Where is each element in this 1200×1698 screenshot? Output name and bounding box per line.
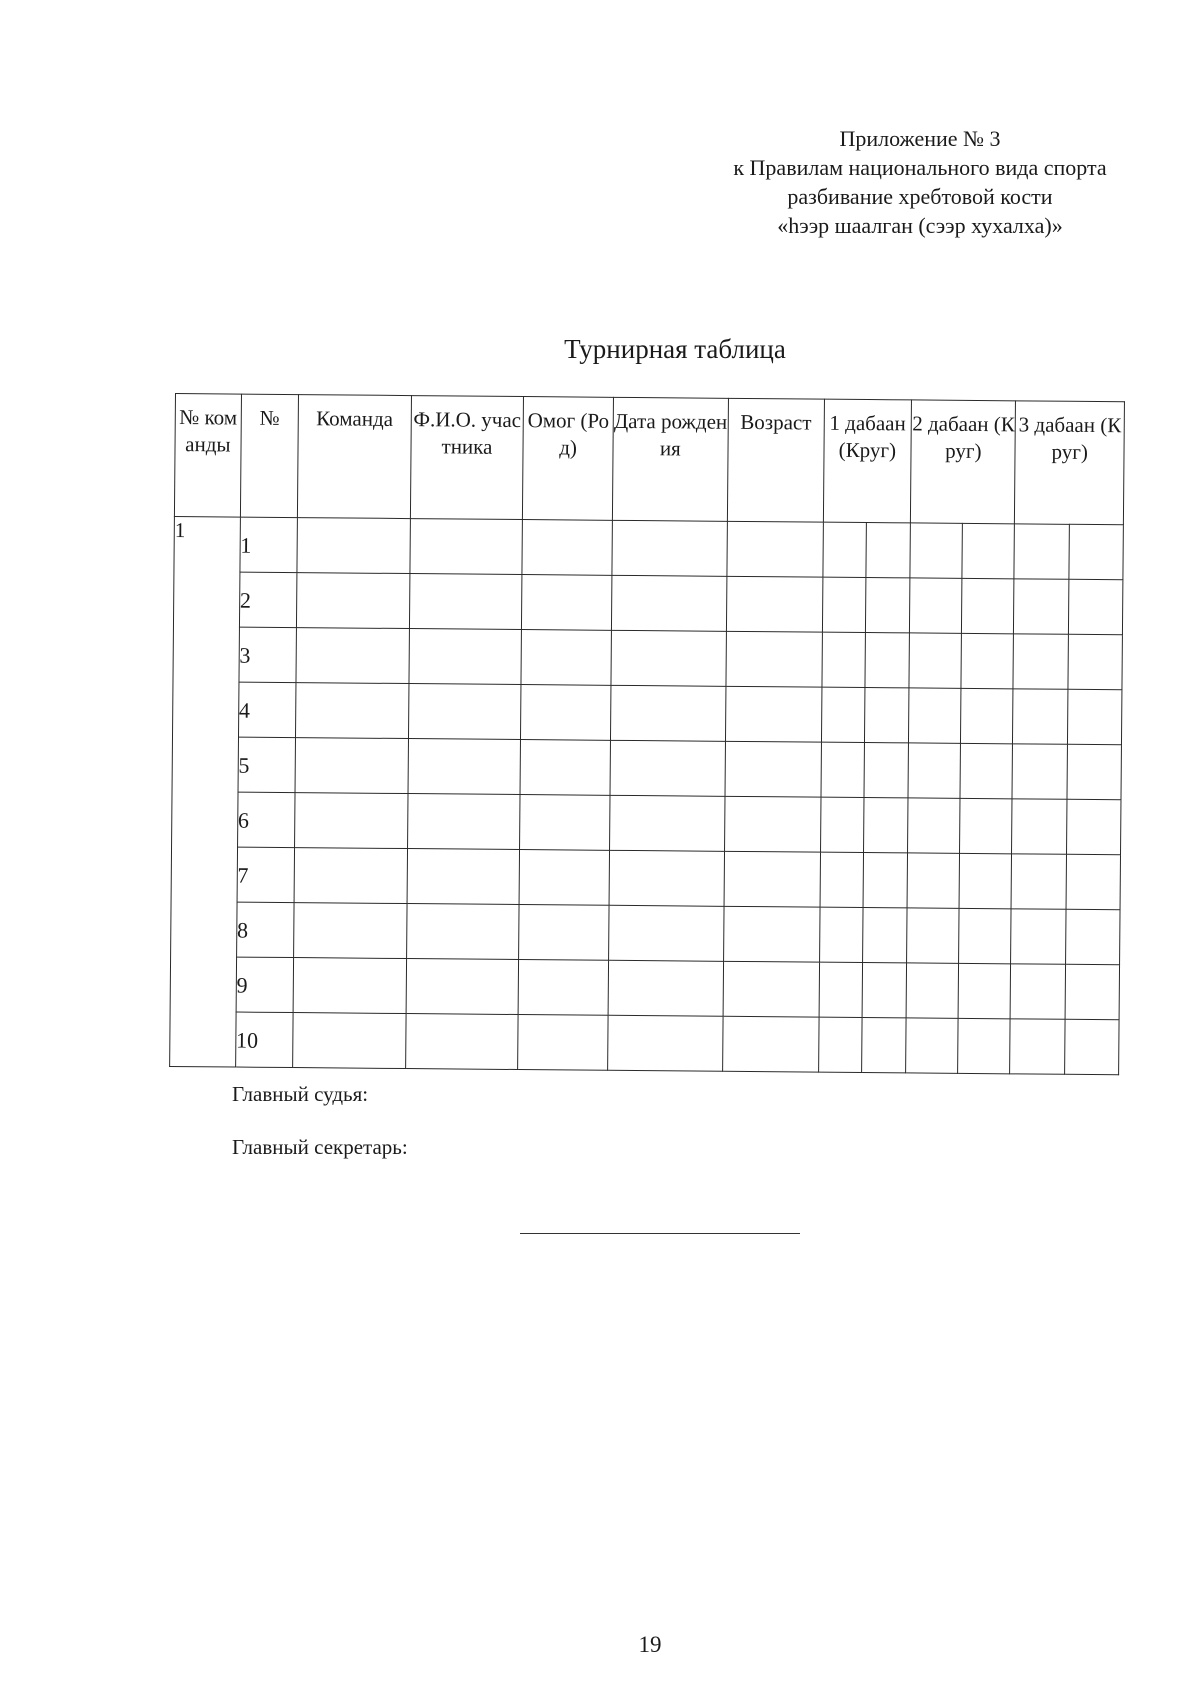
empty-cell <box>409 629 522 685</box>
empty-cell <box>521 630 611 686</box>
empty-cell <box>960 798 1013 853</box>
empty-cell <box>862 1018 906 1073</box>
empty-cell <box>865 688 909 743</box>
empty-cell <box>822 577 866 632</box>
empty-cell <box>1010 1019 1065 1074</box>
empty-cell <box>959 853 1012 908</box>
empty-cell <box>609 850 724 906</box>
empty-cell <box>820 797 864 852</box>
header-age: Возраст <box>727 398 824 522</box>
empty-cell <box>864 743 908 798</box>
empty-cell <box>820 852 864 907</box>
header-team: Команда <box>297 395 411 519</box>
empty-cell <box>405 1014 518 1070</box>
empty-cell <box>608 1015 723 1071</box>
empty-cell <box>611 630 726 686</box>
empty-cell <box>821 687 865 742</box>
table-row <box>173 681 1122 744</box>
empty-cell <box>295 793 408 849</box>
empty-cell <box>907 908 960 963</box>
empty-cell <box>862 963 906 1018</box>
empty-cell <box>1014 579 1069 634</box>
empty-cell <box>1069 524 1124 579</box>
empty-cell <box>863 853 907 908</box>
empty-cell <box>609 905 724 961</box>
empty-cell <box>866 578 910 633</box>
empty-cell <box>1012 744 1067 799</box>
empty-cell <box>724 796 820 852</box>
row-number-cell: 2 <box>239 572 297 627</box>
empty-cell <box>1011 909 1066 964</box>
empty-cell <box>962 578 1015 633</box>
chief-judge-label: Главный судья: <box>232 1082 369 1106</box>
empty-cell <box>727 521 823 577</box>
empty-cell <box>294 848 407 904</box>
empty-cell <box>406 959 519 1015</box>
empty-cell <box>519 850 609 906</box>
table-row <box>173 571 1122 634</box>
header-round-3: 3 дабаан (Круг) <box>1015 401 1125 525</box>
empty-cell <box>819 907 863 962</box>
table-row <box>170 1011 1119 1074</box>
empty-cell <box>611 575 726 631</box>
header-round-1: 1 дабаан (Круг) <box>823 399 912 523</box>
empty-cell <box>1011 854 1066 909</box>
empty-cell <box>723 961 819 1017</box>
empty-cell <box>958 1018 1011 1073</box>
empty-cell <box>823 522 867 577</box>
empty-cell <box>819 962 863 1017</box>
row-number-cell: 6 <box>237 792 295 847</box>
empty-cell <box>959 908 1012 963</box>
empty-cell <box>1067 744 1122 799</box>
empty-cell <box>865 633 909 688</box>
table-row <box>174 516 1123 579</box>
table-row <box>173 626 1122 689</box>
header-row <box>174 394 1124 525</box>
empty-cell <box>1067 689 1122 744</box>
empty-cell <box>610 740 725 796</box>
empty-cell <box>296 683 409 739</box>
empty-cell <box>1064 1019 1119 1074</box>
empty-cell <box>722 1016 818 1072</box>
row-number-cell: 4 <box>238 682 296 737</box>
empty-cell <box>909 688 962 743</box>
appendix-line-2: к Правилам национального вида спорта <box>733 155 1107 180</box>
empty-cell <box>1066 799 1121 854</box>
empty-cell <box>406 904 519 960</box>
empty-cell <box>1011 964 1066 1019</box>
empty-cell <box>725 686 821 742</box>
empty-cell <box>907 853 960 908</box>
table-title: Турнирная таблица <box>564 334 786 364</box>
header-num: № <box>240 394 298 517</box>
empty-cell <box>864 798 908 853</box>
empty-cell <box>518 960 608 1016</box>
page-number: 19 <box>638 1632 662 1657</box>
empty-cell <box>1065 964 1120 1019</box>
appendix-line-1: Приложение № 3 <box>839 126 1001 151</box>
row-number-cell: 5 <box>238 737 296 792</box>
empty-cell <box>726 631 822 687</box>
empty-cell <box>724 851 820 907</box>
empty-cell <box>818 1017 862 1072</box>
appendix-header <box>660 124 1180 240</box>
empty-cell <box>958 963 1011 1018</box>
empty-cell <box>910 578 963 633</box>
empty-cell <box>906 1018 959 1073</box>
header-fio: Ф.И.О. участника <box>410 396 524 520</box>
empty-cell <box>866 523 910 578</box>
chief-secretary-label: Главный секретарь: <box>232 1135 408 1159</box>
empty-cell <box>608 960 723 1016</box>
appendix-line-4: «hээр шаалган (сээр хухалха)» <box>777 213 1063 238</box>
table-row <box>171 846 1120 909</box>
row-number-cell: 1 <box>240 517 298 572</box>
empty-cell <box>1012 799 1067 854</box>
empty-cell <box>960 743 1013 798</box>
empty-cell <box>610 685 725 741</box>
empty-cell <box>522 575 612 631</box>
header-team-num: № команды <box>174 394 241 518</box>
empty-cell <box>409 574 522 630</box>
header-birth-date: Дата рождения <box>612 397 728 521</box>
row-number-cell: 8 <box>236 902 294 957</box>
team-number-cell: 1 <box>170 516 240 1067</box>
empty-cell <box>293 958 406 1014</box>
empty-cell <box>1013 634 1068 689</box>
empty-cell <box>962 523 1015 578</box>
table-row <box>171 901 1120 964</box>
empty-cell <box>961 633 1014 688</box>
horizontal-rule <box>520 1233 800 1234</box>
empty-cell <box>821 742 865 797</box>
empty-cell <box>408 739 521 795</box>
empty-cell <box>296 573 409 629</box>
empty-cell <box>518 1015 608 1071</box>
empty-cell <box>908 798 961 853</box>
empty-cell <box>726 576 822 632</box>
table-body <box>170 516 1124 1074</box>
row-number-cell: 3 <box>239 627 297 682</box>
empty-cell <box>408 684 521 740</box>
empty-cell <box>723 906 819 962</box>
empty-cell <box>1068 634 1123 689</box>
table-row <box>172 791 1121 854</box>
empty-cell <box>410 519 523 575</box>
empty-cell <box>407 794 520 850</box>
empty-cell <box>296 628 409 684</box>
row-number-cell: 7 <box>237 847 295 902</box>
empty-cell <box>521 685 611 741</box>
empty-cell <box>1066 854 1121 909</box>
empty-cell <box>1065 909 1120 964</box>
empty-cell <box>520 795 610 851</box>
empty-cell <box>609 795 724 851</box>
empty-cell <box>297 518 410 574</box>
header-round-2: 2 дабаан (Круг) <box>911 400 1016 524</box>
table-row <box>170 956 1119 1019</box>
empty-cell <box>520 740 610 796</box>
row-number-cell: 9 <box>236 957 294 1012</box>
empty-cell <box>1068 579 1123 634</box>
empty-cell <box>910 523 963 578</box>
empty-cell <box>294 903 407 959</box>
empty-cell <box>522 520 612 576</box>
header-omog: Омог (Род) <box>523 397 614 521</box>
empty-cell <box>1014 524 1069 579</box>
empty-cell <box>725 741 821 797</box>
empty-cell <box>295 738 408 794</box>
row-number-cell: 10 <box>235 1012 293 1067</box>
empty-cell <box>1013 689 1068 744</box>
empty-cell <box>909 633 962 688</box>
empty-cell <box>822 632 866 687</box>
empty-cell <box>293 1013 406 1069</box>
empty-cell <box>906 963 959 1018</box>
empty-cell <box>961 688 1014 743</box>
empty-cell <box>407 849 520 905</box>
appendix-line-3: разбивание хребтовой кости <box>787 184 1053 209</box>
empty-cell <box>908 743 961 798</box>
empty-cell <box>612 520 727 576</box>
empty-cell <box>863 908 907 963</box>
table-row <box>172 736 1121 799</box>
tournament-table <box>169 393 1125 1075</box>
empty-cell <box>519 905 609 961</box>
